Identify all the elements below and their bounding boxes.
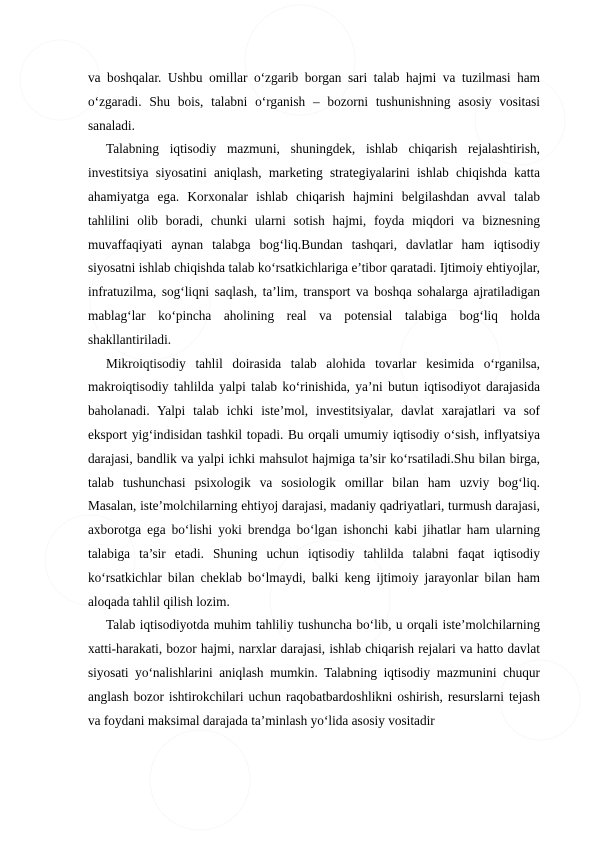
paragraph-micro-macro-analysis: Mikroiqtisodiy tahlil doirasida talab alohida tovarlar kesimida o‘rganilsa, makroiqtisodiy tahlilda yalpi talab ko‘rinishida, ya’ni butun iqtisodiyot darajasida baholanadi. Yalpi talab ichki iste’mol, investitsiyalar, davlat xarajatlari va sof eksport yig‘indisidan tashkil topadi. Bu orqali umumiy iqtisodiy o‘sish, inflyatsiya darajasi, bandlik va yalpi ichki mahsulot hajmiga ta’sir ko‘rsatiladi.Shu bilan birga, talab tushunchasi psixologik va sosiologik omillar bilan ham uzviy bog‘liq. Masalan, iste’molchilarning ehtiyoj darajasi, madaniy qadriyatlari, turmush darajasi, axborotga ega bo‘lishi yoki brendga bo‘lgan ishonchi kabi jihatlar ham ularning talabiga ta’sir etadi. Shuning uchun iqtisodiy tahlilda talabni faqat iqtisodiy ko‘rsatkichlar bilan cheklab bo‘lmaydi, balki keng ijtimoiy jarayonlar bilan ham aloqada tahlil qilish lozim. (88, 355, 540, 609)
paragraph-economic-meaning: Talabning iqtisodiy mazmuni, shuningdek, ishlab chiqarish rejalashtirish, investitsiya siyosatini aniqlash, marketing strategiyalarini ishlab chiqishda katta ahamiyatga ega. Korxonalar ishlab chiqarish hajmini belgilashdan avval talab tahlilini olib boradi, chunki ularni sotish hajmi, foyda miqdori va biznesning muvaffaqiyati aynan talabga bog‘liq.Bundan tashqari, davlatlar ham iqtisodiy siyosatni ishlab chiqishda talab ko‘rsatkichlariga e’tibor qaratadi. Ijtimoiy ehtiyojlar, infratuzilma, sog‘liqni saqlash, ta’lim, transport va boshqa sohalarga ajratiladigan mablag‘lar ko‘pincha aholining real va potensial talabiga bog‘liq holda shakllantiriladi. (88, 141, 540, 347)
paragraph-continuation: va boshqalar. Ushbu omillar o‘zgarib borgan sari talab hajmi va tuzilmasi ham o‘zgaradi. Shu bois, talabni o‘rganish – bozorni tushunishning asosiy vositasi sanaladi. (88, 70, 540, 133)
paragraph-conclusion: Talab iqtisodiyotda muhim tahliliy tushuncha bo‘lib, u orqali iste’molchilarning xatti-harakati, bozor hajmi, narxlar darajasi, ishlab chiqarish rejalari va hatto davlat siyosati yo‘nalishlarini aniqlash mumkin. Talabning iqtisodiy mazmunini chuqur anglash bozor ishtirokchilari uchun raqobatbardoshlikni oshirish, resurslarni tejash va foydani maksimal darajada ta’minlash yo‘lida asosiy vositadir (88, 617, 540, 728)
document-body (88, 66, 540, 732)
